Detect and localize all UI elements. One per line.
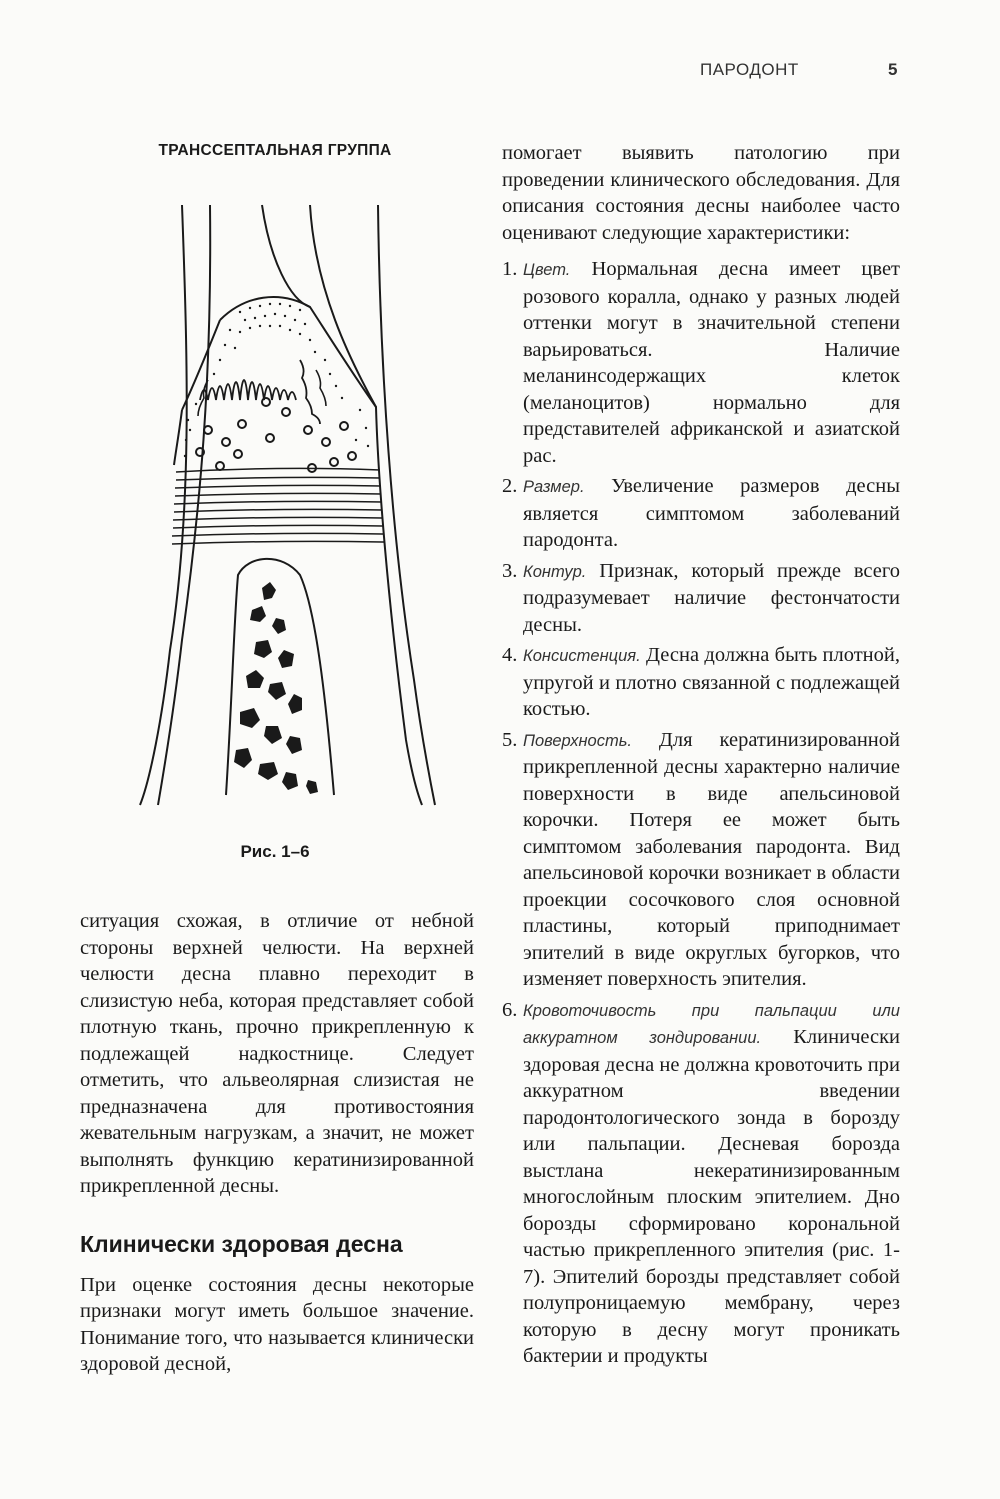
right-tooth-outer-line bbox=[378, 205, 435, 805]
list-text: Десна должна быть плотной, упругой и плотно связанной с подлежащей костью. bbox=[523, 644, 901, 720]
figure-drawing bbox=[130, 180, 440, 830]
list-item bbox=[502, 256, 900, 469]
list-item bbox=[502, 473, 900, 554]
list-item bbox=[502, 642, 900, 723]
list-item bbox=[502, 727, 900, 993]
characteristics-list bbox=[502, 256, 900, 1370]
list-number: 2. bbox=[502, 475, 518, 497]
right-tooth-line bbox=[262, 205, 422, 805]
figure-label: Рис. 1–6 bbox=[240, 842, 310, 861]
list-number: 3. bbox=[502, 559, 518, 582]
list-number: 6. bbox=[502, 998, 518, 1021]
list-text: Признак, который прежде всего подразумевает наличие фестончатости десны. bbox=[523, 559, 901, 636]
list-text: Увеличение размеров десны является симптомом заболеваний пародонта. bbox=[523, 475, 900, 551]
list-term: Поверхность. bbox=[523, 731, 632, 750]
list-term: Размер. bbox=[523, 478, 585, 496]
right-intro: помогает выявить патологию при проведении клинического обследования. Для описания состояния десны наиболее часто оценивают следующие характеристики: bbox=[502, 142, 900, 244]
left-tooth-outer-line bbox=[140, 205, 187, 805]
running-title: ПАРОДОНТ bbox=[700, 60, 799, 79]
rete-ridges bbox=[200, 380, 296, 400]
list-item bbox=[502, 558, 900, 639]
right-column bbox=[502, 140, 900, 1374]
list-term: Кровоточивость при пальпации или аккуратном зондировании. bbox=[523, 1001, 900, 1047]
left-paragraph-2: При оценке состояния десны некоторые признаки могут иметь большое значение. Понимание того, что называется клинически здоровой десной, bbox=[80, 1273, 474, 1375]
list-number: 1. bbox=[502, 258, 518, 280]
bone-trabeculae bbox=[234, 582, 318, 794]
left-column bbox=[80, 908, 474, 1378]
section-heading: Клинически здоровая десна bbox=[80, 1230, 403, 1257]
running-head bbox=[700, 60, 900, 86]
list-term: Контур. bbox=[523, 562, 587, 581]
figure-title: ТРАНССЕПТАЛЬНАЯ ГРУППА bbox=[158, 142, 392, 159]
list-text: Нормальная десна имеет цвет розового коралла, однако у разных людей оттенки могут в значительной степени варьироваться. Наличие меланинсодержащих клеток (меланоцитов) нормально для представителей африканской и азиатской рас. bbox=[523, 258, 900, 467]
list-item bbox=[502, 997, 900, 1370]
list-term: Консистенция. bbox=[523, 647, 641, 665]
list-number: 5. bbox=[502, 728, 518, 751]
list-term: Цвет. bbox=[523, 261, 571, 279]
list-text: Клинически здоровая десна не должна кровоточить при аккуратном введении пародонтологического зонда в борозду или пальпации. Десневая борозда выстлана некератинизированным многослойным плоским эпителием. Дно борозды сформировано корональной частью прикрепленного эпителия (рис. 1-7). Эпителий борозды представляет собой полупроницаемую мембрану, через которую в десну могут проникать бактерии и продукты bbox=[523, 1026, 901, 1367]
transseptal-fibers bbox=[172, 468, 384, 544]
page-number: 5 bbox=[888, 60, 898, 79]
left-paragraph-1: ситуация схожая, в отличие от небной стороны верхней челюсти. На верхней челюсти десна плавно переходит в слизистую неба, которая представляет собой плотную ткань, прочно прикрепленную к подлежащей надкостнице. Следует отметить, что альвеолярная слизистая не предназначена для противостояния жевательным нагрузкам, а значит, не может выполнять функцию кератинизированной прикрепленной десны. bbox=[80, 910, 474, 1197]
list-text: Для кератинизированной прикрепленной десны характерно наличие поверхности в виде апельсиновой корочки. Потеря ее может быть симптомом заболевания пародонта. Вид апельсиновой корочки возникает в области проекции сосочкового слоя основной пластины, который приподнимает эпителий в виде округлых бугорков, что изменяет поверхность эпителия. bbox=[523, 728, 901, 990]
stippling bbox=[184, 303, 369, 457]
list-number: 4. bbox=[502, 644, 518, 666]
transseptal-fibers-illustration bbox=[130, 180, 440, 830]
